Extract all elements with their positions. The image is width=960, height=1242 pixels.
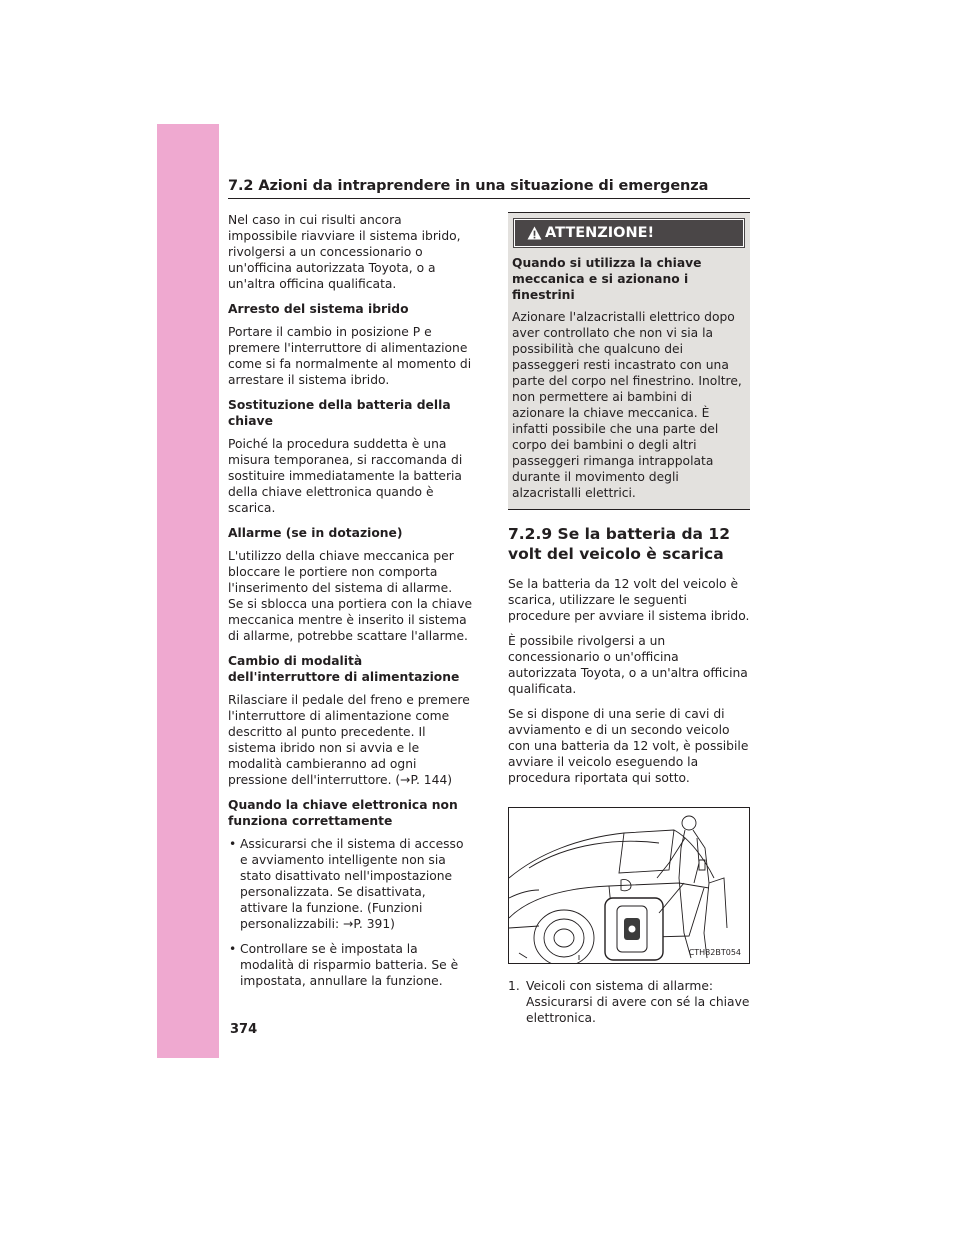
alarm-text-2: Se si sblocca una portiera con la chiave meccanica mentre è inserito il sistema di allarme, potrebbe scattare l'allarme. — [228, 597, 473, 643]
battery-heading: Sostituzione della batteria della chiave — [228, 398, 451, 428]
warning-title: Quando si utilizza la chiave meccanica e si azionano i finestrini — [512, 256, 702, 302]
warning-box — [508, 212, 750, 510]
alarm-paragraph — [228, 548, 473, 644]
mode-paragraph: Rilasciare il pedale del freno e premere l'interruttore di alimentazione come descritto al punto precedente. Il sistema ibrido non si avvia e le modalità cambieranno ad ogni pressione dell'interruttore. (→P. 144) — [228, 693, 470, 787]
battery-paragraph: Poiché la procedura suddetta è una misura temporanea, si raccomanda di sostituire immediatamente la batteria della chiave elettronica quando è scarica. — [228, 437, 463, 515]
battery-para-3: Se si dispone di una serie di cavi di avviamento e di un secondo veicolo con una batteria da 12 volt, è possibile avviare il veicolo eseguendo la procedura riportata qui sotto. — [508, 707, 749, 785]
battery-para-1: Se la batteria da 12 volt del veicolo è scarica, utilizzare le seguenti procedure per avviare il sistema ibrido. — [508, 577, 750, 623]
right-column — [508, 212, 750, 1026]
alarm-heading: Allarme (se in dotazione) — [228, 526, 403, 540]
malfunction-heading: Quando la chiave elettronica non funziona correttamente — [228, 798, 458, 828]
alarm-text-1: L'utilizzo della chiave meccanica per bloccare le portiere non comporta l'inserimento del sistema di allarme. — [228, 549, 454, 595]
side-color-band — [157, 124, 219, 1058]
battery-para-2: È possibile rivolgersi a un concessionario o un'officina autorizzata Toyota, o a un'altra officina qualificata. — [508, 634, 748, 696]
page-number: 374 — [230, 1022, 258, 1037]
section-header: 7.2 Azioni da intraprendere in una situazione di emergenza — [228, 178, 750, 199]
key-figure — [508, 807, 750, 964]
step-text: Veicoli con sistema di allarme: Assicurarsi di avere con sé la chiave elettronica. — [526, 979, 750, 1025]
warning-body — [508, 255, 750, 501]
stop-paragraph: Portare il cambio in posizione P e premere l'interruttore di alimentazione come si fa normalmente al momento di arrestare il sistema ibrido. — [228, 325, 472, 387]
step-number: 1. — [508, 979, 520, 993]
figure-code: CTH82BT054 — [688, 948, 741, 957]
battery-section-heading: 7.2.9 Se la batteria da 12 volt del veicolo è scarica — [508, 525, 730, 563]
malfunction-list — [228, 836, 473, 989]
left-column — [228, 212, 473, 998]
stop-heading: Arresto del sistema ibrido — [228, 302, 409, 316]
car-person-illustration — [509, 808, 749, 963]
warning-header — [514, 219, 744, 247]
warning-triangle-icon — [527, 226, 542, 240]
step-list — [508, 978, 750, 1026]
list-item — [508, 978, 750, 1026]
warning-label: ATTENZIONE! — [545, 225, 655, 241]
mode-heading: Cambio di modalità dell'interruttore di alimentazione — [228, 654, 460, 684]
intro-paragraph: Nel caso in cui risulti ancora impossibile riavviare il sistema ibrido, rivolgersi a un concessionario o un'officina autorizzata Toyota, o a un'altra officina qualificata. — [228, 213, 461, 291]
warning-text: Azionare l'alzacristalli elettrico dopo aver controllato che non vi sia la possibilità che qualcuno dei passeggeri resti incastrato con una parte del corpo nel finestrino. Inoltre, non permettere ai bambini di azionare la chiave meccanica. È infatti possibile che una parte del corpo dei bambini o degli altri passeggeri rimanga intrappolata durante il movimento degli alzacristalli elettrici. — [512, 310, 742, 500]
list-item: • Assicurarsi che il sistema di accesso e avviamento intelligente non sia stato disattivato nell'impostazione personalizzata. Se disattivata, attivare la funzione. (Funzioni personalizzabili: →P. 391) — [228, 836, 473, 932]
list-item: • Controllare se è impostata la modalità di risparmio batteria. Se è impostata, annullare la funzione. — [228, 941, 473, 989]
